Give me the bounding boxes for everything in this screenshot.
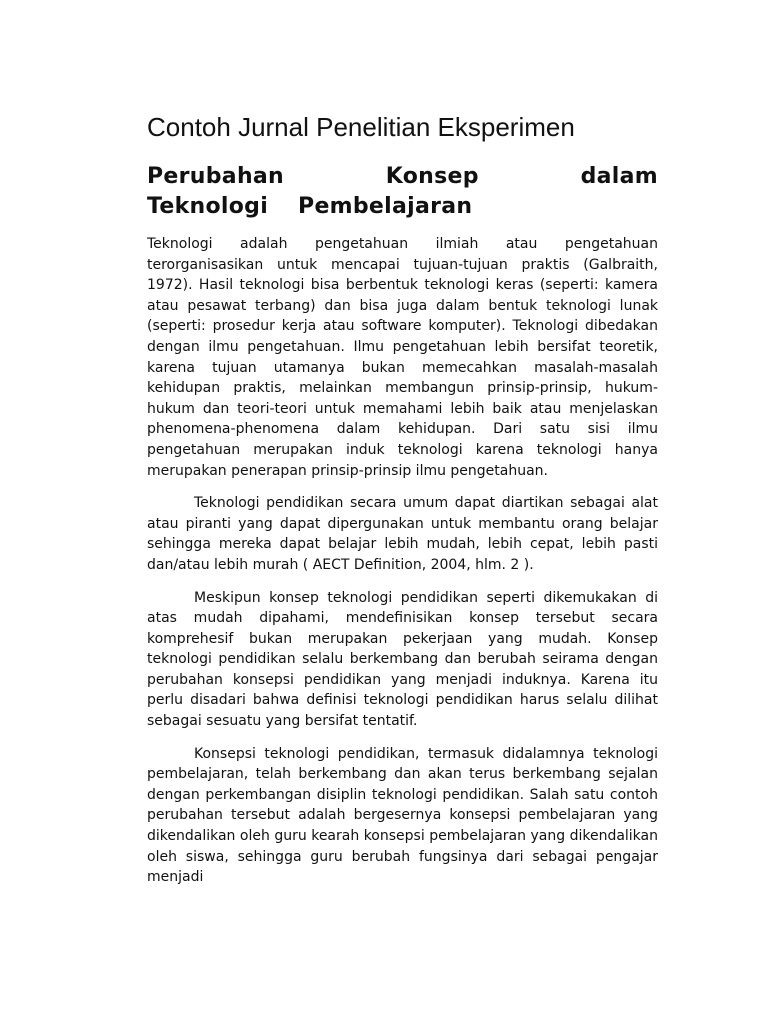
paragraph-2: Teknologi pendidikan secara umum dapat diartikan sebagai alat atau piranti yang dapat dipergunakan untuk membantu orang belajar sehingga mereka dapat belajar lebih mudah, lebih cepat, lebih pasti dan/atau lebih murah ( AECT Definition, 2004, hlm. 2 ).	[147, 495, 658, 573]
paragraph-1: Teknologi adalah pengetahuan ilmiah atau pengetahuan terorganisasikan untuk mencapai tujuan-tujuan praktis (Galbraith, 1972). Hasil teknologi bisa berbentuk teknologi keras (seperti: kamera atau pesawat terbang) dan bisa juga dalam bentuk teknologi lunak (seperti: prosedur kerja atau software komputer). Teknologi dibedakan dengan ilmu pengetahuan. Ilmu pengetahuan lebih bersifat teoretik, karena tujuan utamanya bukan memecahkan masalah-masalah kehidupan praktis, melainkan membangun prinsip-prinsip, hukum-hukum dan teori-teori untuk memahami lebih baik atau menjelaskan phenomena-phenomena dalam kehidupan. Dari satu sisi ilmu pengetahuan merupakan induk teknologi karena teknologi hanya merupakan penerapan prinsip-prinsip ilmu pengetahuan.	[147, 236, 658, 479]
document-title: Contoh Jurnal Penelitian Eksperimen	[147, 112, 575, 142]
document-subtitle: Perubahan Konsep dalam Teknologi Pembelajaran	[147, 164, 658, 219]
paragraph-3: Meskipun konsep teknologi pendidikan seperti dikemukakan di atas mudah dipahami, mendefinisikan konsep tersebut secara komprehesif bukan merupakan pekerjaan yang mudah. Konsep teknologi pendidikan selalu berkembang dan berubah seirama dengan perubahan konsepsi pendidikan yang menjadi induknya. Karena itu perlu disadari bahwa definisi teknologi pendidikan harus selalu dilihat sebagai sesuatu yang bersifat tentatif.	[147, 589, 658, 730]
document-page	[147, 108, 658, 900]
paragraph-4: Konsepsi teknologi pendidikan, termasuk didalamnya teknologi pembelajaran, telah berkembang dan akan terus berkembang sejalan dengan perkembangan disiplin teknologi pendidikan. Salah satu contoh perubahan tersebut adalah bergesernya konsepsi pembelajaran yang dikendalikan oleh guru kearah konsepsi pembelajaran yang dikendalikan oleh siswa, sehingga guru berubah fungsinya dari sebagai pengajar menjadi	[147, 745, 658, 886]
